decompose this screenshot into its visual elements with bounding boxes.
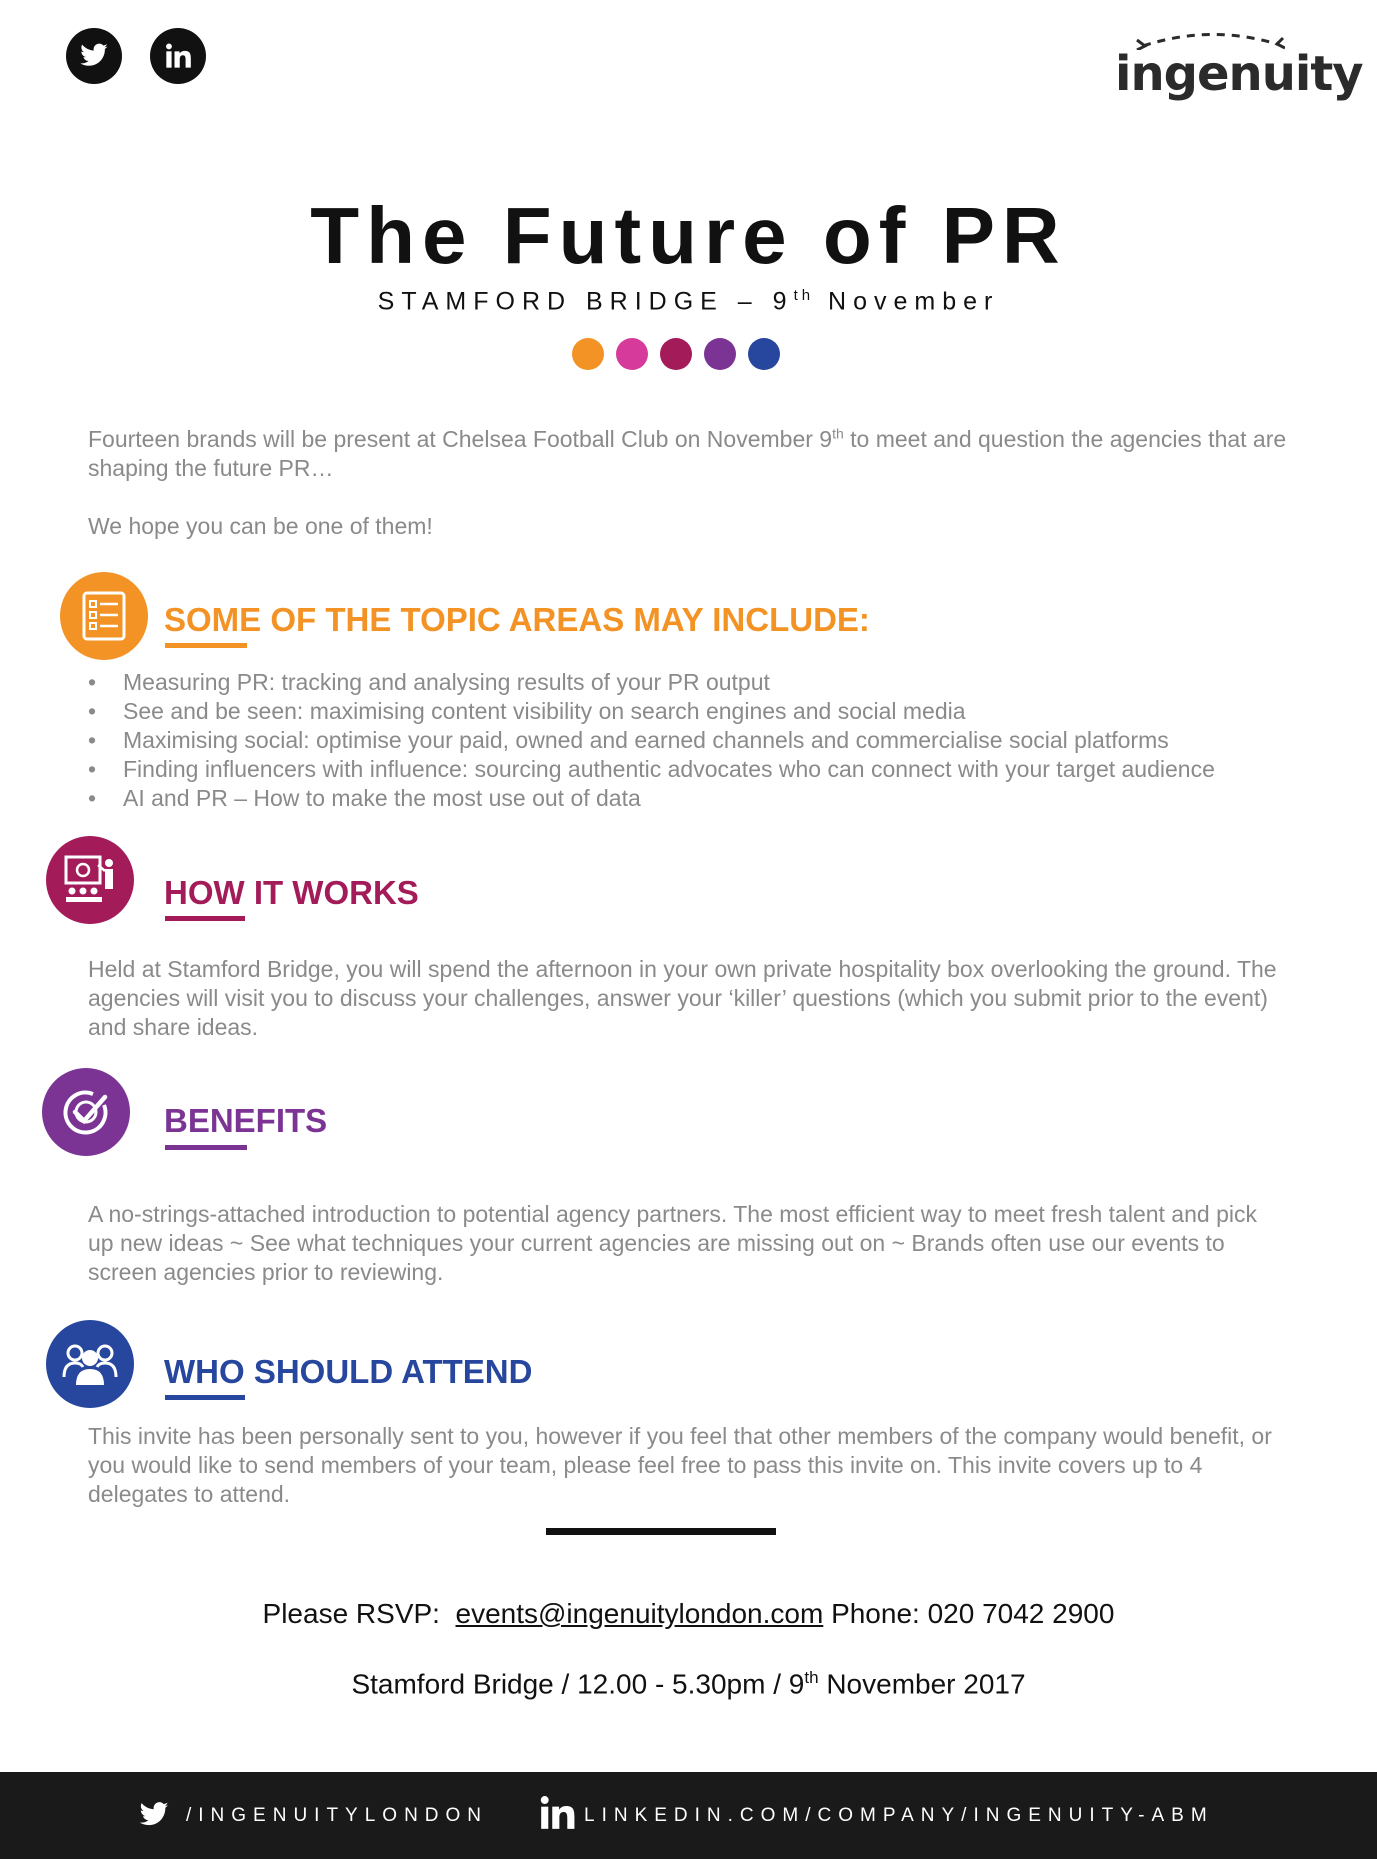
topics-heading: SOME OF THE TOPIC AREAS MAY INCLUDE:	[164, 601, 870, 638]
intro-tagline: We hope you can be one of them!	[88, 513, 433, 539]
color-dots	[572, 338, 780, 370]
linkedin-link[interactable]	[150, 28, 206, 84]
group-icon	[61, 1341, 119, 1387]
how-body: Held at Stamford Bridge, you will spend the afternoon in your own private hospitality box overlooking the ground. The agencies will visit you to discuss your challenges, answer your ‘killer’ questions (which you submit prior to the event) and share ideas.	[88, 956, 1277, 1040]
how-heading: HOW IT WORKS	[164, 874, 419, 911]
attend-icon-badge	[46, 1320, 134, 1408]
event-subtitle: STAMFORD BRIDGE – 9th November	[377, 287, 1000, 316]
list-item: • See and be seen: maximising content visibility on search engines and social media	[88, 697, 1338, 726]
benefits-heading: BENEFITS	[164, 1102, 328, 1139]
footer-twitter-link[interactable]: /INGENUITYLONDON	[186, 1805, 489, 1826]
linkedin-icon	[538, 1794, 576, 1832]
topics-underline	[165, 643, 247, 648]
list-item: • Maximising social: optimise your paid, owned and earned channels and commercialise social platforms	[88, 726, 1338, 755]
benefits-underline	[165, 1145, 247, 1150]
dot-crimson	[660, 338, 692, 370]
checklist-icon	[80, 589, 128, 643]
intro-paragraph: Fourteen brands will be present at Chelsea Football Club on November 9th to meet and question the agencies that are shaping the future PR…	[88, 425, 1287, 481]
list-item: • Measuring PR: tracking and analysing results of your PR output	[88, 668, 1338, 697]
rsvp-label: Please RSVP:	[262, 1598, 440, 1629]
linkedin-icon	[164, 42, 192, 70]
dot-orange	[572, 338, 604, 370]
logo-text: ingenuity	[1115, 46, 1363, 102]
list-item: • AI and PR – How to make the most use out of data	[88, 784, 1338, 813]
twitter-icon	[79, 43, 109, 69]
how-icon-badge	[46, 836, 134, 924]
ingenuity-logo	[1115, 24, 1363, 104]
rsvp-phone: Phone: 020 7042 2900	[831, 1598, 1115, 1629]
list-item: • Finding influencers with influence: sourcing authentic advocates who can connect with your target audience	[88, 755, 1338, 784]
topics-icon-badge	[60, 572, 148, 660]
benefits-body: A no-strings-attached introduction to potential agency partners. The most efficient way to meet fresh talent and pick up new ideas ~ See what techniques your current agencies are missing out on ~ Brands often use our events to screen agencies prior to reviewing.	[88, 1201, 1257, 1285]
attend-body: This invite has been personally sent to you, however if you feel that other members of the company would benefit, or you would like to send members of your team, please feel free to pass this invite on. This invite covers up to 4 delegates to attend.	[88, 1423, 1272, 1507]
presentation-icon	[62, 853, 118, 907]
how-underline	[165, 916, 245, 921]
twitter-link[interactable]	[66, 28, 122, 84]
event-when: Stamford Bridge / 12.00 - 5.30pm / 9th November 2017	[351, 1668, 1026, 1700]
attend-underline	[165, 1395, 245, 1400]
benefits-icon-badge	[42, 1068, 130, 1156]
attend-heading: WHO SHOULD ATTEND	[164, 1353, 533, 1390]
check-target-icon	[59, 1085, 113, 1139]
dot-blue	[748, 338, 780, 370]
dot-purple	[704, 338, 736, 370]
dot-pink	[616, 338, 648, 370]
topics-list	[88, 668, 1338, 813]
twitter-icon	[138, 1802, 170, 1828]
section-divider	[546, 1528, 776, 1535]
rsvp-line	[0, 1598, 1377, 1630]
rsvp-email-link[interactable]: events@ingenuitylondon.com	[455, 1598, 824, 1629]
footer-linkedin-link[interactable]: LINKEDIN.COM/COMPANY/INGENUITY-ABM	[584, 1805, 1214, 1826]
page-title: The Future of PR	[310, 191, 1067, 280]
footer	[0, 1772, 1377, 1859]
